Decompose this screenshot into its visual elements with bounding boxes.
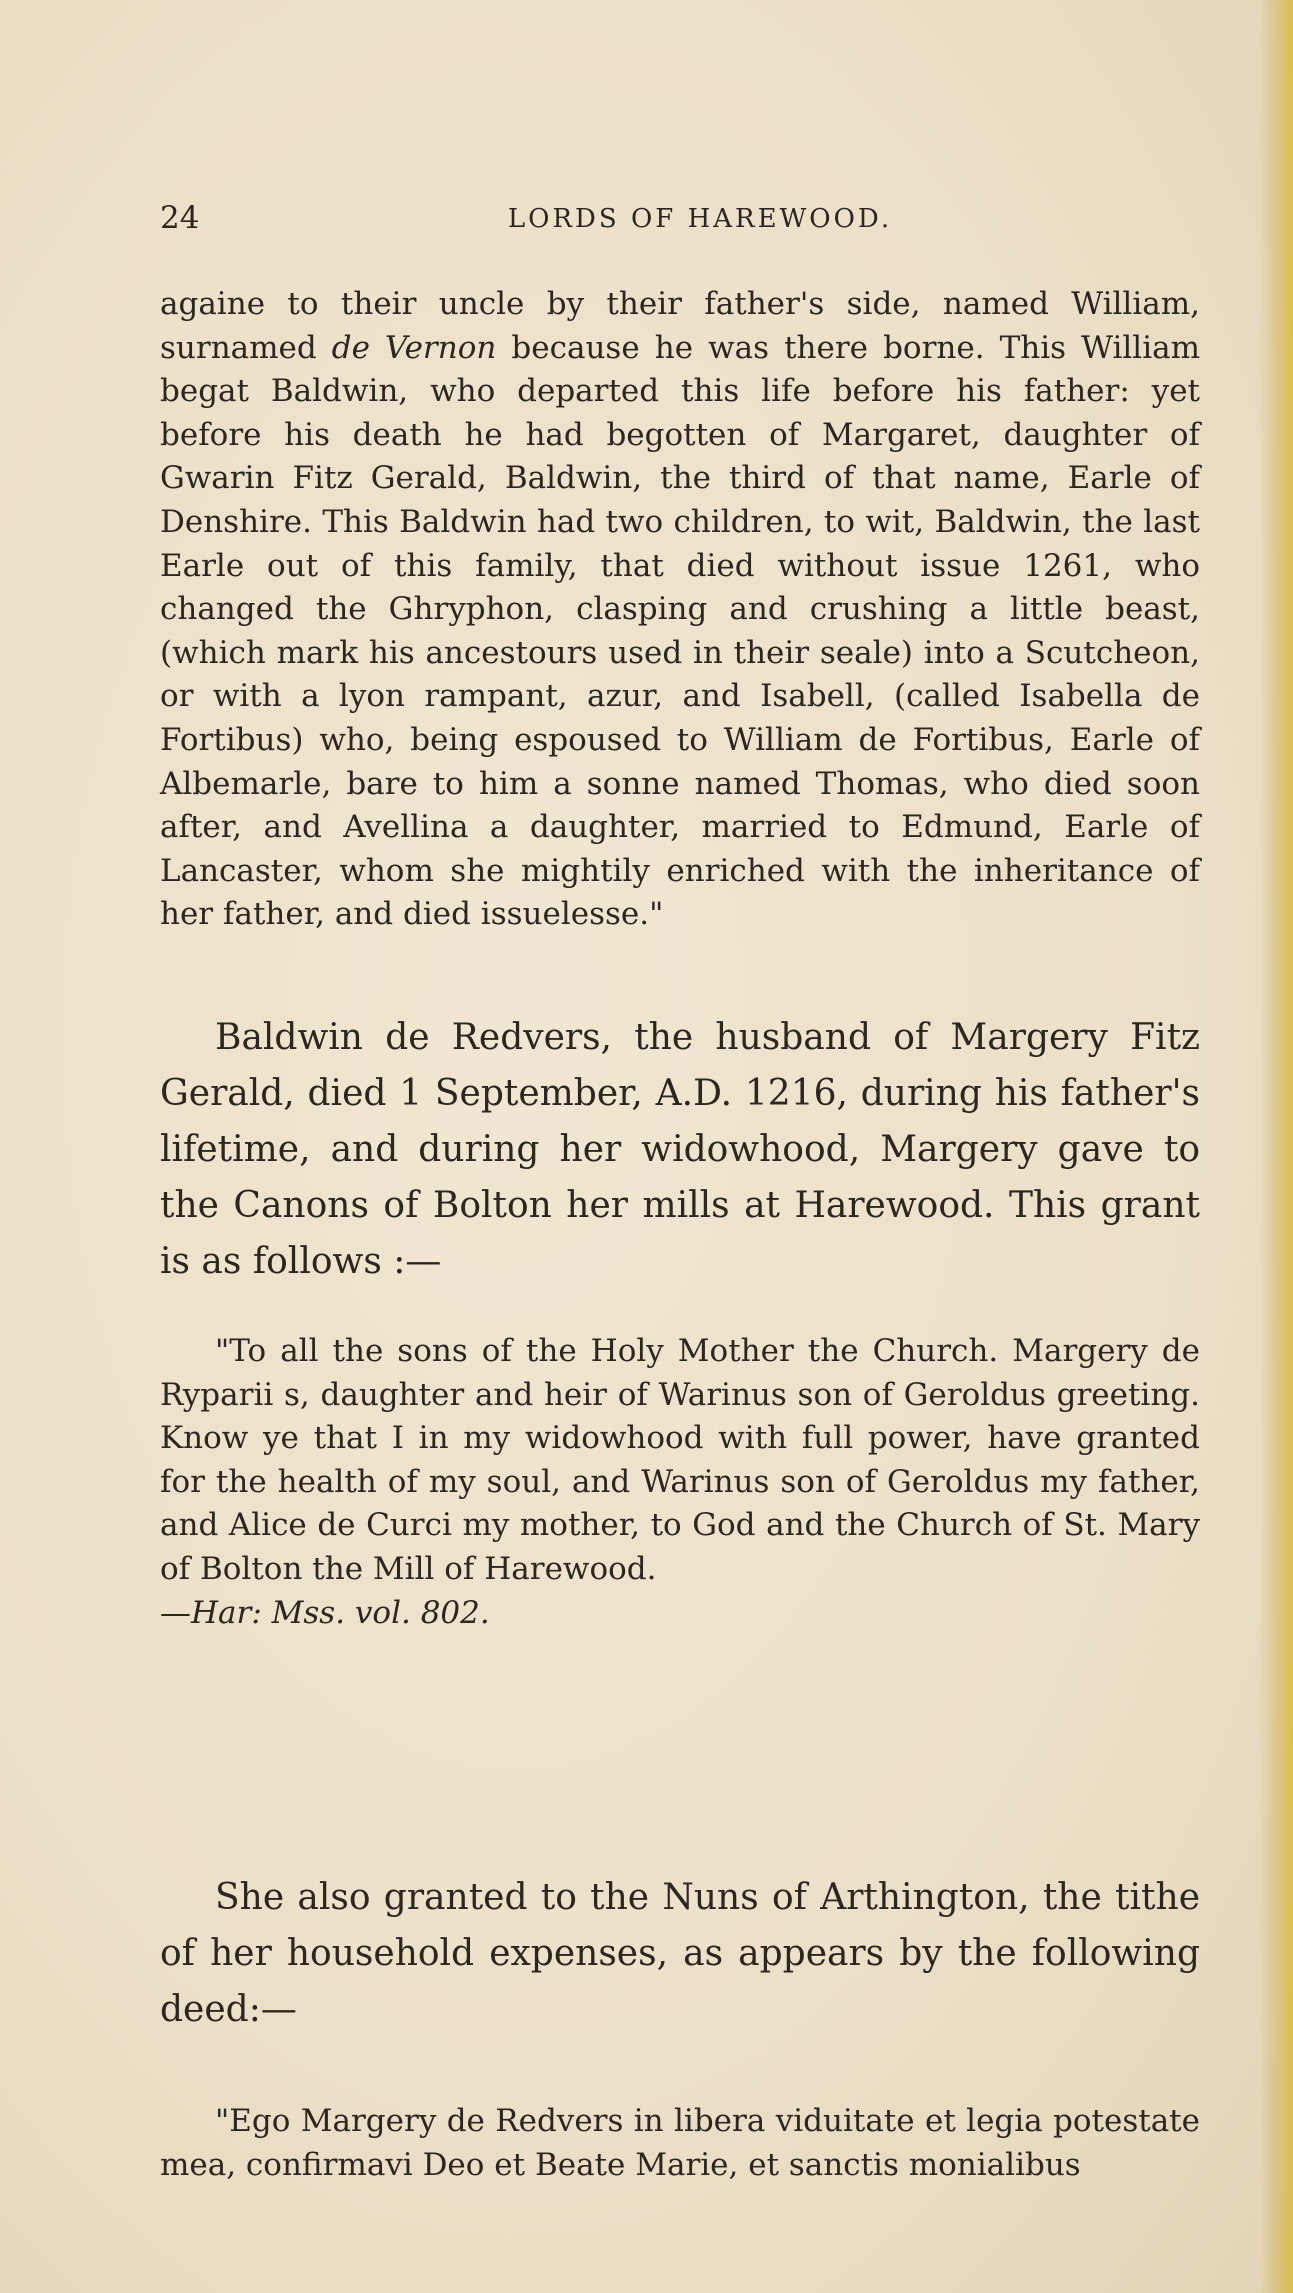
charter-1-text: "To all the sons of the Holy Mother the Church. Margery de Ryparii s, daughter and heir of Warinus son of Geroldus greeting. Know ye that I in my widowhood with full power, have granted for the health of my soul, and Warinus son of Geroldus my father, and Alice de Curci my mother, to God and the Church of St. Mary of Bolton the Mill of Harewood. [160, 1333, 1200, 1587]
italic-surname: de Vernon [331, 329, 497, 366]
anno-domini: A.D. [655, 1073, 733, 1114]
running-title: LORDS OF HAREWOOD. [507, 204, 893, 234]
paragraph-2-text-a: Baldwin de Redvers, the husband of Margery Fitz Gerald, died 1 September, [160, 1017, 1200, 1114]
paragraph-2-text-b: 1216, during his father's lifetime, and during her widowhood, Margery gave to the Canons of Bolton her mills at Harewood. This grant is as follows :— [160, 1073, 1200, 1282]
charter-1-citation: —Har: Mss. vol. 802. [160, 1594, 490, 1631]
paragraph-4-text: She also granted to the Nuns of Arthington, the tithe of her household expenses, as appears by the following deed:— [160, 1877, 1200, 2030]
quoted-paragraph-1 [160, 283, 1200, 937]
body-paragraph-4 [160, 1870, 1200, 2038]
quoted-charter-1 [160, 1330, 1200, 1635]
page-number: 24 [160, 200, 200, 236]
paragraph-1-text: againe to their uncle by their father's side, named William, surnamed de Vernon because he was there borne. This William begat Baldwin, who departed this life before his father: yet before his death he had begotten of Margaret, daughter of Gwarin Fitz Gerald, Baldwin, the third of that name, Earle of Denshire. This Baldwin had two children, to wit, Baldwin, the last Earle out of this family, that died without issue 1261, who changed the Ghryphon, clasping and crushing a little beast, (which mark his ancestours used in their seale) into a Scutcheon, or with a lyon rampant, azur, and Isabell, (called Isabella de Fortibus) who, being espoused to William de Fortibus, Earle of Albemarle, bare to him a sonne named Thomas, who died soon after, and Avellina a daughter, married to Edmund, Earle of Lancaster, whom she mightily enriched with the inheritance of her father, and died issuelesse." [160, 286, 1200, 933]
page-edge [1259, 0, 1293, 2293]
charter-2-text: "Ego Margery de Redvers in libera viduitate et legia potestate mea, confirmavi Deo et Beate Marie, et sanctis monialibus [160, 2103, 1200, 2183]
page-header [160, 200, 1200, 240]
quoted-charter-2 [160, 2100, 1200, 2187]
body-paragraph-2 [160, 1010, 1200, 1290]
